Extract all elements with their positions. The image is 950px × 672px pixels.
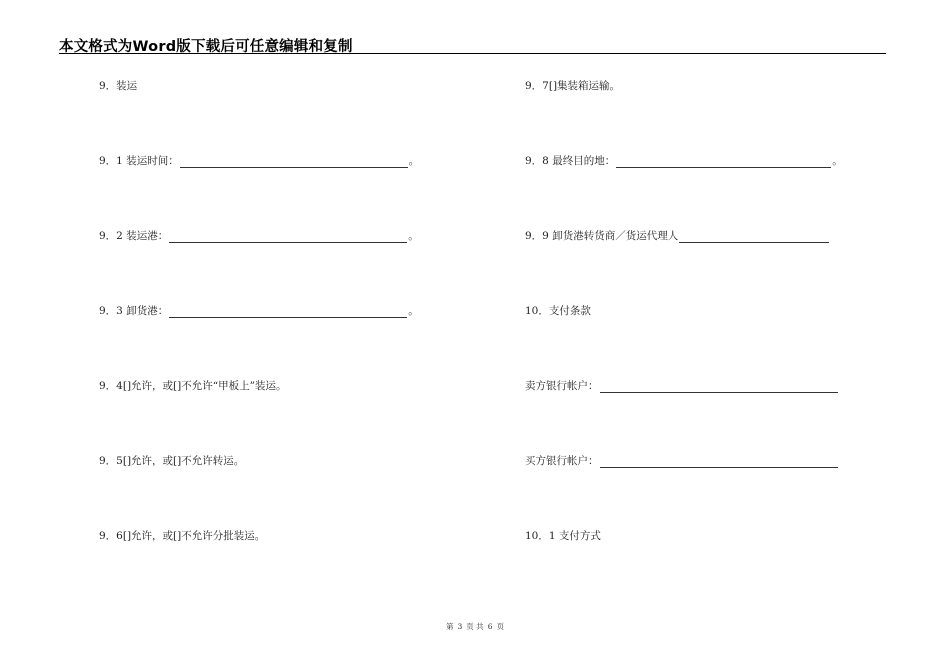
buyer-bank-account-blank[interactable] xyxy=(600,455,838,468)
shipment-time-blank[interactable] xyxy=(180,155,408,168)
shipment-time-field: 9．1 装运时间： 。 xyxy=(99,155,420,167)
loading-port-blank[interactable] xyxy=(169,230,407,243)
loading-port-field: 9．2 装运港： 。 xyxy=(99,230,419,242)
partial-shipment-option: 9．6[]允许，或[]不允许分批装运。 xyxy=(99,530,266,542)
buyer-bank-account-field: 买方银行帐户： xyxy=(525,454,839,468)
final-destination-blank[interactable] xyxy=(616,155,831,168)
section-9-heading: 9．装运 xyxy=(99,80,138,92)
total-page-count: 6 xyxy=(487,622,493,631)
forwarder-blank[interactable] xyxy=(679,230,829,243)
header-divider xyxy=(59,53,886,54)
payment-method-heading: 10．1 支付方式 xyxy=(525,530,601,542)
current-page-number: 3 xyxy=(457,622,463,631)
discharge-port-field: 9．3 卸货港： 。 xyxy=(99,305,419,317)
seller-bank-account-blank[interactable] xyxy=(600,380,838,393)
forwarder-field: 9．9 卸货港转货商／货运代理人 xyxy=(525,229,830,243)
seller-bank-account-field: 卖方银行帐户： xyxy=(525,379,839,393)
discharge-port-blank[interactable] xyxy=(169,305,407,318)
final-destination-field: 9．8 最终目的地： 。 xyxy=(525,155,843,167)
transshipment-option: 9．5[]允许，或[]不允许转运。 xyxy=(99,455,245,467)
page-number-footer: 第 3 页 共 6 页 xyxy=(446,622,504,631)
section-10-heading: 10．支付条款 xyxy=(525,305,591,317)
container-transport-option: 9．7[]集装箱运输。 xyxy=(525,80,621,92)
on-deck-shipment-option: 9．4[]允许，或[]不允许“甲板上”装运。 xyxy=(99,380,287,392)
document-header-title: 本文格式为Word版下载后可任意编辑和复制 xyxy=(59,39,353,55)
